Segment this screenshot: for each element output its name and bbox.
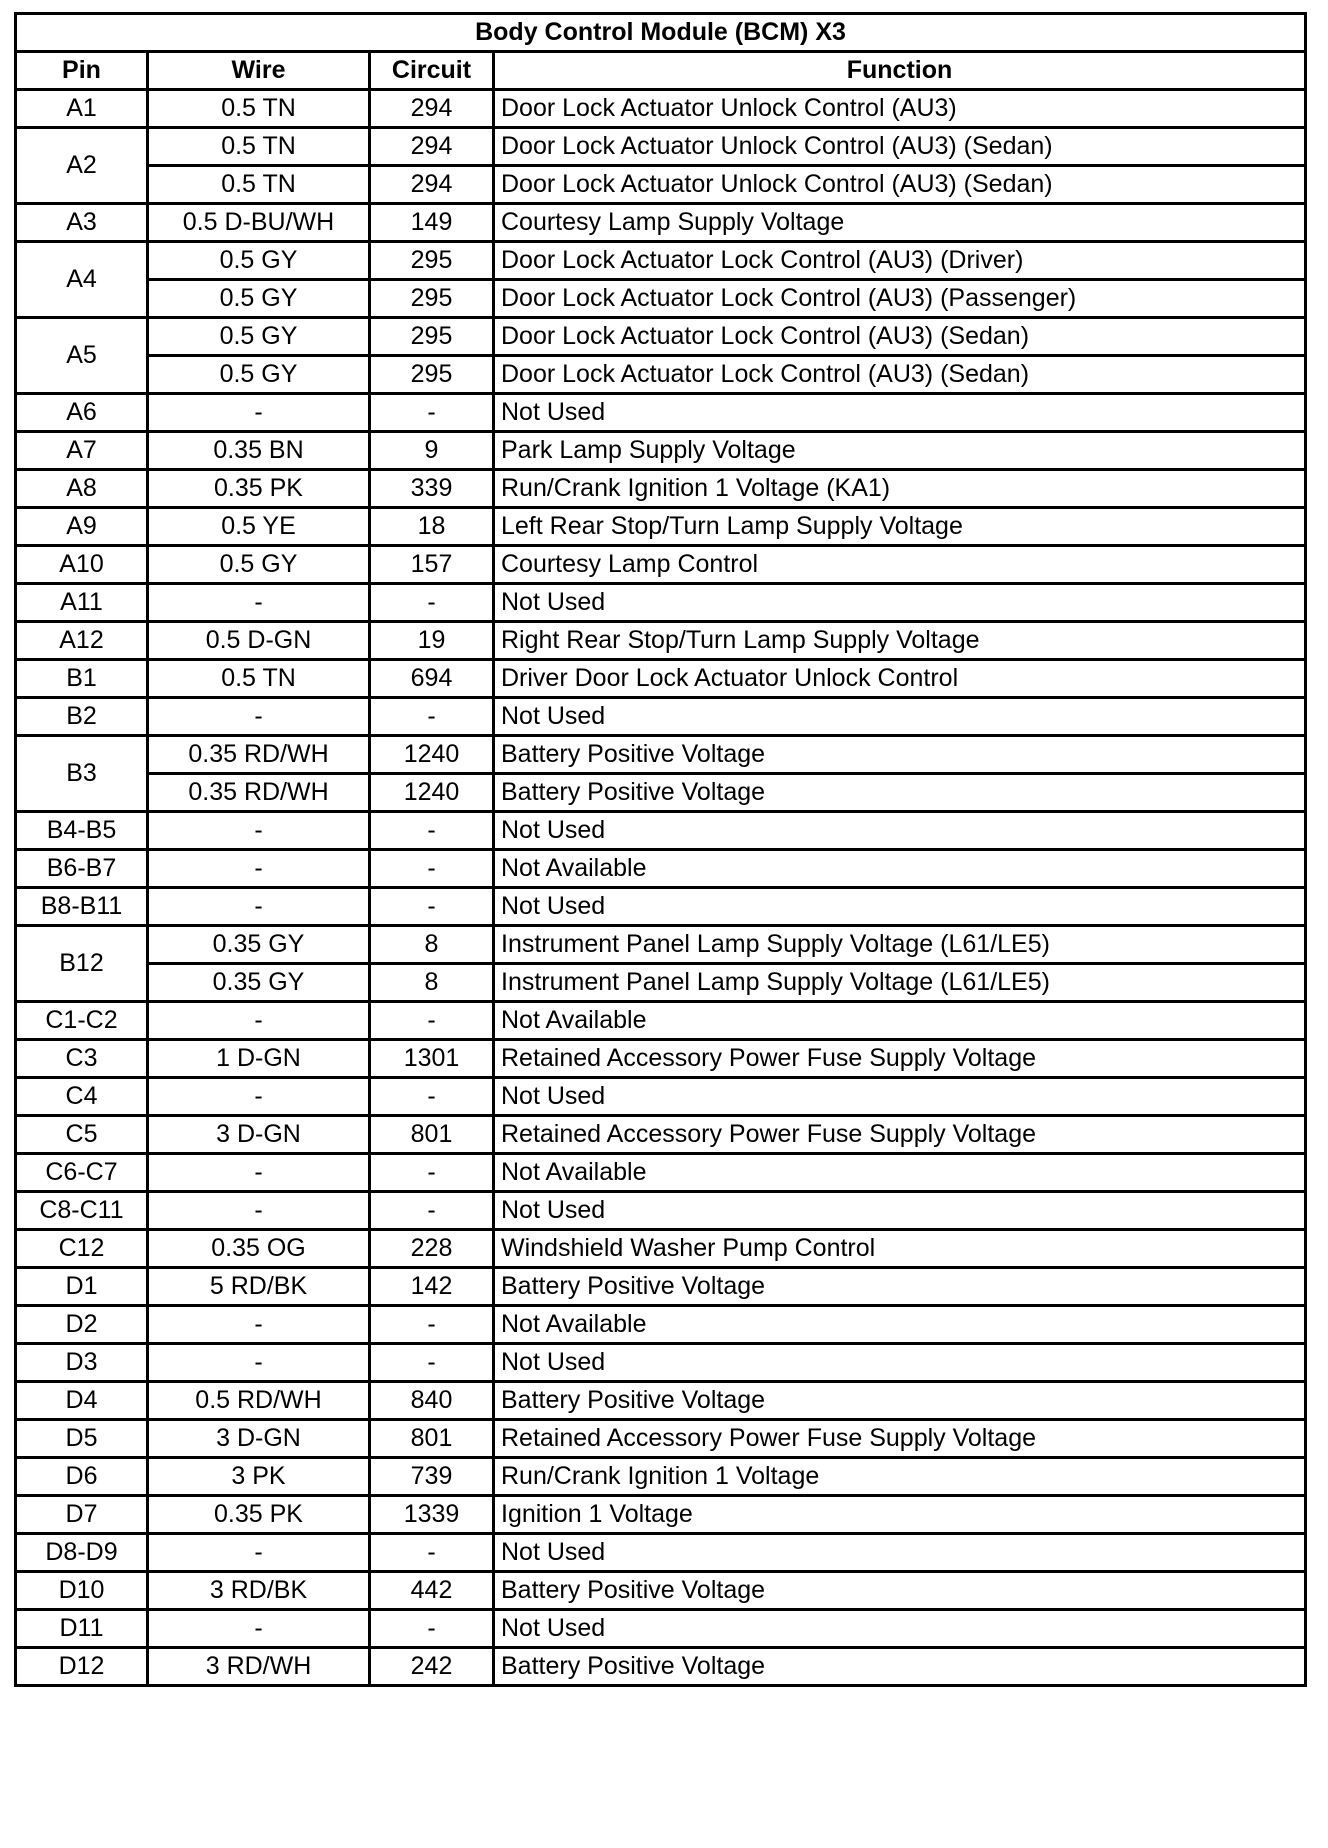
function-cell: Not Used xyxy=(494,394,1306,432)
circuit-cell: - xyxy=(370,888,494,926)
circuit-cell: - xyxy=(370,812,494,850)
pin-cell: A12 xyxy=(16,622,148,660)
circuit-cell: - xyxy=(370,1002,494,1040)
pin-cell: B8-B11 xyxy=(16,888,148,926)
pin-cell: A11 xyxy=(16,584,148,622)
table-row xyxy=(16,850,1306,888)
pin-cell: A2 xyxy=(16,128,148,204)
wire-cell: 0.5 D-GN xyxy=(148,622,370,660)
circuit-cell: 801 xyxy=(370,1420,494,1458)
pin-cell: C5 xyxy=(16,1116,148,1154)
wire-cell: 0.5 TN xyxy=(148,166,370,204)
function-cell: Run/Crank Ignition 1 Voltage xyxy=(494,1458,1306,1496)
function-cell: Door Lock Actuator Unlock Control (AU3) (Sedan) xyxy=(494,128,1306,166)
circuit-cell: - xyxy=(370,1078,494,1116)
table-row xyxy=(16,964,1306,1002)
function-cell: Not Used xyxy=(494,812,1306,850)
table-row xyxy=(16,508,1306,546)
function-cell: Retained Accessory Power Fuse Supply Voltage xyxy=(494,1420,1306,1458)
table-row xyxy=(16,1116,1306,1154)
table-row xyxy=(16,1268,1306,1306)
wire-cell: - xyxy=(148,1192,370,1230)
header-row xyxy=(16,52,1306,90)
wire-cell: - xyxy=(148,812,370,850)
function-cell: Run/Crank Ignition 1 Voltage (KA1) xyxy=(494,470,1306,508)
circuit-cell: - xyxy=(370,850,494,888)
table-row xyxy=(16,432,1306,470)
table-row xyxy=(16,1534,1306,1572)
wire-cell: 0.35 GY xyxy=(148,926,370,964)
table-row xyxy=(16,1610,1306,1648)
pin-cell: D1 xyxy=(16,1268,148,1306)
circuit-cell: 142 xyxy=(370,1268,494,1306)
pin-cell: D11 xyxy=(16,1610,148,1648)
function-cell: Battery Positive Voltage xyxy=(494,1382,1306,1420)
table-row xyxy=(16,166,1306,204)
pin-cell: A8 xyxy=(16,470,148,508)
function-cell: Driver Door Lock Actuator Unlock Control xyxy=(494,660,1306,698)
pin-cell: A9 xyxy=(16,508,148,546)
wire-cell: 0.5 GY xyxy=(148,318,370,356)
circuit-cell: - xyxy=(370,1192,494,1230)
table-row xyxy=(16,1572,1306,1610)
circuit-cell: 228 xyxy=(370,1230,494,1268)
table-row xyxy=(16,90,1306,128)
table-row xyxy=(16,1344,1306,1382)
table-row xyxy=(16,622,1306,660)
circuit-cell: 1240 xyxy=(370,774,494,812)
table-row xyxy=(16,204,1306,242)
wire-cell: 0.35 OG xyxy=(148,1230,370,1268)
function-cell: Ignition 1 Voltage xyxy=(494,1496,1306,1534)
circuit-cell: - xyxy=(370,394,494,432)
circuit-cell: 242 xyxy=(370,1648,494,1686)
circuit-cell: 801 xyxy=(370,1116,494,1154)
function-cell: Not Available xyxy=(494,1002,1306,1040)
table-title: Body Control Module (BCM) X3 xyxy=(16,14,1306,52)
function-cell: Left Rear Stop/Turn Lamp Supply Voltage xyxy=(494,508,1306,546)
circuit-cell: 295 xyxy=(370,280,494,318)
wire-cell: 0.35 RD/WH xyxy=(148,774,370,812)
function-cell: Park Lamp Supply Voltage xyxy=(494,432,1306,470)
circuit-cell: 9 xyxy=(370,432,494,470)
wire-cell: 0.35 GY xyxy=(148,964,370,1002)
table-row xyxy=(16,888,1306,926)
circuit-cell: 295 xyxy=(370,242,494,280)
wire-cell: - xyxy=(148,394,370,432)
table-row xyxy=(16,318,1306,356)
wire-cell: - xyxy=(148,1534,370,1572)
wire-cell: - xyxy=(148,1154,370,1192)
function-cell: Not Available xyxy=(494,1154,1306,1192)
pin-cell: C8-C11 xyxy=(16,1192,148,1230)
pin-cell: A10 xyxy=(16,546,148,584)
pin-cell: D3 xyxy=(16,1344,148,1382)
pin-cell: D8-D9 xyxy=(16,1534,148,1572)
function-cell: Door Lock Actuator Unlock Control (AU3) xyxy=(494,90,1306,128)
circuit-cell: 8 xyxy=(370,964,494,1002)
pin-cell: B12 xyxy=(16,926,148,1002)
table-row xyxy=(16,1420,1306,1458)
circuit-cell: 694 xyxy=(370,660,494,698)
wire-cell: 0.5 D-BU/WH xyxy=(148,204,370,242)
circuit-cell: 840 xyxy=(370,1382,494,1420)
function-cell: Not Available xyxy=(494,1306,1306,1344)
table-row xyxy=(16,812,1306,850)
wire-cell: 0.5 TN xyxy=(148,90,370,128)
function-cell: Not Used xyxy=(494,1534,1306,1572)
circuit-cell: 294 xyxy=(370,128,494,166)
pin-cell: A3 xyxy=(16,204,148,242)
function-cell: Door Lock Actuator Unlock Control (AU3) (Sedan) xyxy=(494,166,1306,204)
wire-cell: 0.35 BN xyxy=(148,432,370,470)
function-cell: Door Lock Actuator Lock Control (AU3) (Driver) xyxy=(494,242,1306,280)
function-cell: Battery Positive Voltage xyxy=(494,1572,1306,1610)
pin-cell: D2 xyxy=(16,1306,148,1344)
circuit-cell: - xyxy=(370,1344,494,1382)
wire-cell: 0.5 YE xyxy=(148,508,370,546)
pin-cell: D12 xyxy=(16,1648,148,1686)
pin-cell: A7 xyxy=(16,432,148,470)
circuit-cell: 739 xyxy=(370,1458,494,1496)
title-row xyxy=(16,14,1306,52)
circuit-cell: - xyxy=(370,1534,494,1572)
wire-cell: - xyxy=(148,850,370,888)
table-row xyxy=(16,1230,1306,1268)
wire-cell: - xyxy=(148,1344,370,1382)
pin-cell: D4 xyxy=(16,1382,148,1420)
wire-cell: 3 RD/WH xyxy=(148,1648,370,1686)
wire-cell: - xyxy=(148,888,370,926)
circuit-cell: 149 xyxy=(370,204,494,242)
circuit-cell: 1301 xyxy=(370,1040,494,1078)
pin-cell: B6-B7 xyxy=(16,850,148,888)
function-cell: Battery Positive Voltage xyxy=(494,1648,1306,1686)
wire-cell: - xyxy=(148,1078,370,1116)
circuit-cell: 295 xyxy=(370,356,494,394)
table-body xyxy=(16,90,1306,1686)
table-row xyxy=(16,1496,1306,1534)
pin-cell: C1-C2 xyxy=(16,1002,148,1040)
function-cell: Not Available xyxy=(494,850,1306,888)
function-cell: Not Used xyxy=(494,888,1306,926)
circuit-cell: 294 xyxy=(370,166,494,204)
function-cell: Not Used xyxy=(494,698,1306,736)
table-row xyxy=(16,280,1306,318)
pin-cell: B1 xyxy=(16,660,148,698)
wire-cell: 3 D-GN xyxy=(148,1116,370,1154)
circuit-cell: 294 xyxy=(370,90,494,128)
column-header-function: Function xyxy=(494,52,1306,90)
column-header-circuit: Circuit xyxy=(370,52,494,90)
table-row xyxy=(16,1154,1306,1192)
pin-cell: D10 xyxy=(16,1572,148,1610)
column-header-wire: Wire xyxy=(148,52,370,90)
wire-cell: - xyxy=(148,1002,370,1040)
wire-cell: 0.5 TN xyxy=(148,660,370,698)
circuit-cell: 339 xyxy=(370,470,494,508)
wire-cell: 1 D-GN xyxy=(148,1040,370,1078)
circuit-cell: - xyxy=(370,1306,494,1344)
table-row xyxy=(16,736,1306,774)
table-row xyxy=(16,546,1306,584)
function-cell: Not Used xyxy=(494,1192,1306,1230)
function-cell: Not Used xyxy=(494,1344,1306,1382)
pin-cell: A6 xyxy=(16,394,148,432)
pin-cell: A5 xyxy=(16,318,148,394)
function-cell: Door Lock Actuator Lock Control (AU3) (Passenger) xyxy=(494,280,1306,318)
wire-cell: - xyxy=(148,698,370,736)
table-row xyxy=(16,1002,1306,1040)
wire-cell: - xyxy=(148,1306,370,1344)
function-cell: Battery Positive Voltage xyxy=(494,736,1306,774)
wire-cell: 3 D-GN xyxy=(148,1420,370,1458)
pin-cell: D6 xyxy=(16,1458,148,1496)
table-row xyxy=(16,660,1306,698)
pin-cell: C3 xyxy=(16,1040,148,1078)
wire-cell: 0.5 TN xyxy=(148,128,370,166)
table-row xyxy=(16,242,1306,280)
function-cell: Not Used xyxy=(494,1078,1306,1116)
pin-cell: D7 xyxy=(16,1496,148,1534)
wire-cell: 0.5 GY xyxy=(148,546,370,584)
pin-cell: C6-C7 xyxy=(16,1154,148,1192)
table-row xyxy=(16,1078,1306,1116)
circuit-cell: 157 xyxy=(370,546,494,584)
pin-cell: A1 xyxy=(16,90,148,128)
table-row xyxy=(16,1382,1306,1420)
table-row xyxy=(16,128,1306,166)
pinout-table xyxy=(14,12,1307,1687)
table-row xyxy=(16,926,1306,964)
pin-cell: D5 xyxy=(16,1420,148,1458)
table-row xyxy=(16,584,1306,622)
table-row xyxy=(16,1458,1306,1496)
circuit-cell: - xyxy=(370,584,494,622)
wire-cell: 5 RD/BK xyxy=(148,1268,370,1306)
function-cell: Right Rear Stop/Turn Lamp Supply Voltage xyxy=(494,622,1306,660)
circuit-cell: - xyxy=(370,1610,494,1648)
wire-cell: - xyxy=(148,1610,370,1648)
table-row xyxy=(16,774,1306,812)
circuit-cell: 8 xyxy=(370,926,494,964)
table-row xyxy=(16,394,1306,432)
wire-cell: 0.5 GY xyxy=(148,242,370,280)
function-cell: Door Lock Actuator Lock Control (AU3) (Sedan) xyxy=(494,318,1306,356)
table-row xyxy=(16,1040,1306,1078)
circuit-cell: 1240 xyxy=(370,736,494,774)
function-cell: Windshield Washer Pump Control xyxy=(494,1230,1306,1268)
function-cell: Not Used xyxy=(494,1610,1306,1648)
wire-cell: 3 PK xyxy=(148,1458,370,1496)
wire-cell: 0.35 PK xyxy=(148,1496,370,1534)
table-row xyxy=(16,470,1306,508)
table-row xyxy=(16,1648,1306,1686)
wire-cell: 0.35 RD/WH xyxy=(148,736,370,774)
wire-cell: 3 RD/BK xyxy=(148,1572,370,1610)
function-cell: Not Used xyxy=(494,584,1306,622)
circuit-cell: 442 xyxy=(370,1572,494,1610)
function-cell: Battery Positive Voltage xyxy=(494,774,1306,812)
function-cell: Battery Positive Voltage xyxy=(494,1268,1306,1306)
circuit-cell: - xyxy=(370,1154,494,1192)
circuit-cell: 295 xyxy=(370,318,494,356)
circuit-cell: 1339 xyxy=(370,1496,494,1534)
circuit-cell: 18 xyxy=(370,508,494,546)
pin-cell: B3 xyxy=(16,736,148,812)
function-cell: Retained Accessory Power Fuse Supply Voltage xyxy=(494,1116,1306,1154)
pin-cell: B2 xyxy=(16,698,148,736)
table-row xyxy=(16,1192,1306,1230)
circuit-cell: 19 xyxy=(370,622,494,660)
circuit-cell: - xyxy=(370,698,494,736)
wire-cell: 0.35 PK xyxy=(148,470,370,508)
function-cell: Instrument Panel Lamp Supply Voltage (L61/LE5) xyxy=(494,926,1306,964)
pin-cell: A4 xyxy=(16,242,148,318)
function-cell: Retained Accessory Power Fuse Supply Voltage xyxy=(494,1040,1306,1078)
wire-cell: - xyxy=(148,584,370,622)
table-row xyxy=(16,1306,1306,1344)
wire-cell: 0.5 GY xyxy=(148,280,370,318)
pin-cell: C4 xyxy=(16,1078,148,1116)
pin-cell: C12 xyxy=(16,1230,148,1268)
table-row xyxy=(16,698,1306,736)
function-cell: Door Lock Actuator Lock Control (AU3) (Sedan) xyxy=(494,356,1306,394)
pin-cell: B4-B5 xyxy=(16,812,148,850)
function-cell: Courtesy Lamp Supply Voltage xyxy=(494,204,1306,242)
table-row xyxy=(16,356,1306,394)
wire-cell: 0.5 GY xyxy=(148,356,370,394)
function-cell: Courtesy Lamp Control xyxy=(494,546,1306,584)
function-cell: Instrument Panel Lamp Supply Voltage (L61/LE5) xyxy=(494,964,1306,1002)
column-header-pin: Pin xyxy=(16,52,148,90)
wire-cell: 0.5 RD/WH xyxy=(148,1382,370,1420)
